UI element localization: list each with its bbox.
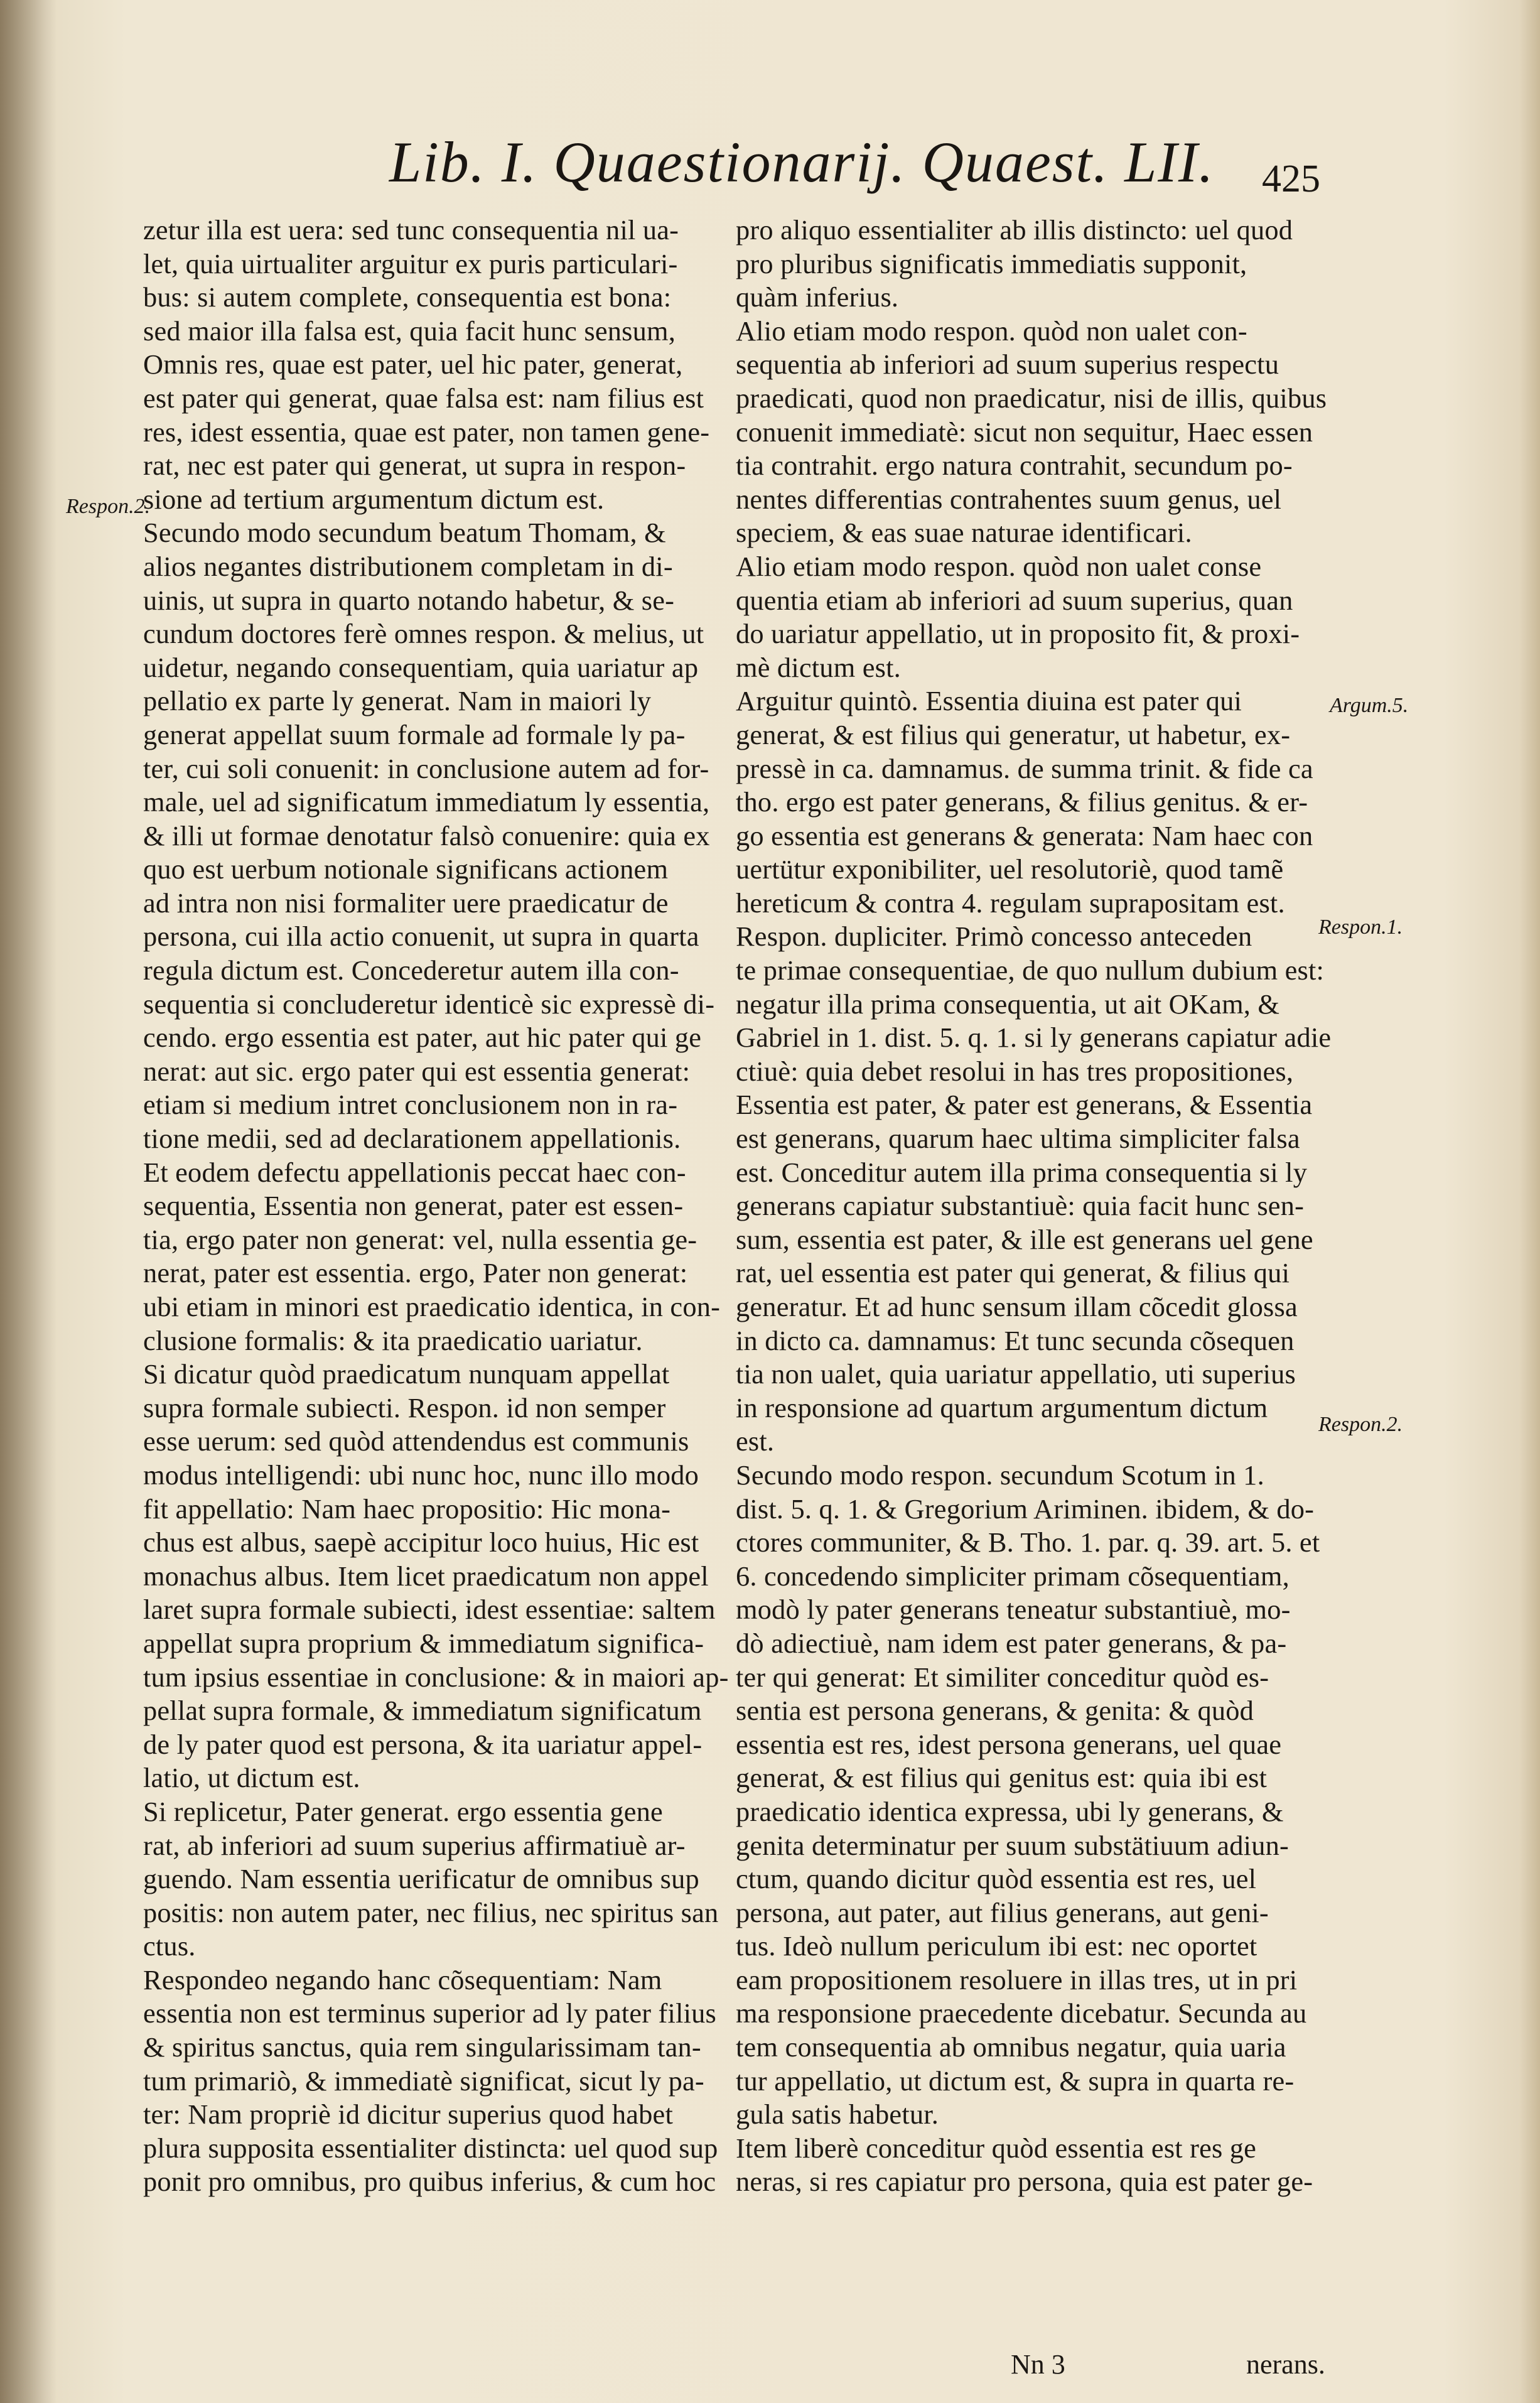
text-line: est pater qui generat, quae falsa est: nam filius est [143,382,704,414]
text-line: speciem, & eas suae naturae identificari. [736,517,1192,549]
text-line: tia contrahit. ergo natura contrahit, secundum po- [736,450,1293,482]
text-line: persona, aut pater, aut filius generans, aut geni- [736,1896,1269,1928]
text-line: tione medii, sed ad declarationem appellationis. [143,1123,681,1155]
text-line: essentia non est terminus superior ad ly pater filius [143,1997,716,2029]
text-line: Gabriel in 1. dist. 5. q. 1. si ly generans capiatur adie [736,1022,1332,1054]
text-line: fit appellatio: Nam haec propositio: Hic mona- [143,1493,671,1525]
text-line: uinis, ut supra in quarto notando habetur, & se- [143,584,675,616]
right-text-column [736,213,1332,2199]
text-line: tem consequentia ab omnibus negatur, quia uaria [736,2031,1286,2063]
text-line: & illi ut formae denotatur falsò conuenire: quia ex [143,819,710,851]
text-line: nerat, pater est essentia. ergo, Pater non generat: [143,1257,688,1289]
text-line: est generans, quarum haec ultima simpliciter falsa [736,1123,1300,1155]
text-line: praedicatio identica expressa, ubi ly generans, & [736,1795,1284,1827]
text-line: uidetur, negando consequentiam, quia uariatur ap [143,651,699,683]
text-line: eam propositionem resoluere in illas tres, ut in pri [736,1963,1298,1995]
text-line: pressè in ca. damnamus. de summa trinit. & fide ca [736,752,1313,784]
text-line: ctus. [143,1930,196,1962]
text-line: chus est albus, saepè accipitur loco huius, Hic est [143,1526,699,1558]
text-line: mè dictum est. [736,651,901,683]
page-number: 425 [1262,158,1320,200]
text-line: neras, si res capiatur pro persona, quia est pater ge- [736,2166,1313,2198]
text-line: de ly pater quod est persona, & ita uariatur appel- [143,1728,703,1760]
text-line: genita determinatur per suum substätiuum adiun- [736,1829,1289,1861]
text-line: positis: non autem pater, nec filius, nec spiritus san [143,1896,719,1928]
text-line: do uariatur appellatio, ut in proposito fit, & proxi- [736,618,1300,650]
text-line: latio, ut dictum est. [143,1762,360,1794]
text-line: Secundo modo secundum beatum Thomam, & [143,517,666,549]
text-line: est. Conceditur autem illa prima consequentia si ly [736,1156,1308,1188]
text-line: bus: si autem complete, consequentia est bona: [143,281,672,313]
text-line: dò adiectiuè, nam idem est pater generans, & pa- [736,1627,1287,1659]
text-line: rat, nec est pater qui generat, ut supra in respon- [143,450,686,482]
margin-note-respon-2-right: Respon.2. [1318,1413,1403,1436]
text-line: Si dicatur quòd praedicatum nunquam appellat [143,1358,670,1390]
margin-note-respon-1-right: Respon.1. [1318,915,1403,939]
text-line: Respondeo negando hanc cõsequentiam: Nam [143,1963,662,1995]
text-line: tho. ergo est pater generans, & filius genitus. & er- [736,786,1308,818]
text-line: in responsione ad quartum argumentum dictum [736,1391,1268,1423]
text-line: ctiuè: quia debet resolui in has tres propositiones, [736,1055,1294,1087]
text-line: est. [736,1425,775,1457]
text-line: ubi etiam in minori est praedicatio identica, in con- [143,1291,721,1322]
text-line: pro pluribus significatis immediatis supponit, [736,247,1247,279]
text-line: tus. Ideò nullum periculum ibi est: nec oportet [736,1930,1257,1962]
text-line: nerat: aut sic. ergo pater qui est essentia generat: [143,1055,691,1087]
text-line: rat, ab inferiori ad suum superius affirmatiuè ar- [143,1829,686,1861]
text-line: Alio etiam modo respon. quòd non ualet conse [736,550,1262,582]
text-line: quo est uerbum notionale significans actionem [143,853,669,885]
text-line: Et eodem defectu appellationis peccat haec con- [143,1156,686,1188]
catchword: nerans. [1246,2349,1325,2380]
text-line: 6. concedendo simpliciter primam cõsequentiam, [736,1560,1290,1592]
text-line: te primae consequentiae, de quo nullum dubium est: [736,954,1325,986]
text-line: negatur illa prima consequentia, ut ait OKam, & [736,988,1280,1020]
text-line: guendo. Nam essentia uerificatur de omnibus sup [143,1863,699,1895]
text-line: res, idest essentia, quae est pater, non tamen gene- [143,416,710,448]
text-line: pellatio ex parte ly generat. Nam in maiori ly [143,685,652,717]
text-line: nentes differentias contrahentes suum genus, uel [736,483,1282,515]
text-line: dist. 5. q. 1. & Gregorium Ariminen. ibidem, & do- [736,1493,1315,1525]
text-line: Item liberè conceditur quòd essentia est res ge [736,2132,1257,2164]
text-line: monachus albus. Item licet praedicatum non appel [143,1560,709,1592]
text-line: quentia etiam ab inferiori ad suum superius, quan [736,584,1293,616]
text-line: cendo. ergo essentia est pater, aut hic pater qui ge [143,1022,702,1054]
text-line: clusione formalis: & ita praedicatio uariatur. [143,1324,643,1356]
text-line: sequentia ab inferiori ad suum superius respectu [736,348,1279,381]
text-line: generat, & est filius qui generatur, ut habetur, ex- [736,718,1291,750]
text-line: & spiritus sanctus, quia rem singularissimam tan- [143,2031,701,2063]
text-line: sum, essentia est pater, & ille est generans uel gene [736,1223,1313,1255]
text-line: ter qui generat: Et similiter conceditur quòd es- [736,1661,1269,1693]
text-line: generat appellat suum formale ad formale ly pa- [143,718,686,750]
text-line: laret supra formale subiecti, idest essentiae: saltem [143,1594,716,1626]
text-line: quàm inferius. [736,281,899,313]
text-line: pellat supra formale, & immediatum significatum [143,1695,702,1727]
text-line: etiam si medium intret conclusionem non in ra- [143,1089,678,1121]
text-line: essentia est res, idest persona generans, uel quae [736,1728,1282,1760]
text-line: ma responsione praecedente dicebatur. Secunda au [736,1997,1307,2029]
running-header: Lib. I. Quaestionarij. Quaest. LII. [389,130,1215,194]
text-line: ctum, quando dicitur quòd essentia est res, uel [736,1863,1257,1895]
text-line: modò ly pater generans teneatur substantiuè, mo- [736,1594,1291,1626]
text-line: pro aliquo essentialiter ab illis distincto: uel quod [736,214,1293,246]
text-line: generat, & est filius qui genitus est: quia ibi est [736,1762,1268,1794]
text-line: let, quia uirtualiter arguitur ex puris particulari- [143,247,678,279]
text-line: modus intelligendi: ubi nunc hoc, nunc illo modo [143,1459,699,1491]
text-line: in dicto ca. damnamus: Et tunc secunda cõsequen [736,1324,1295,1356]
text-line: ter: Nam propriè id dicitur superius quod habet [143,2098,673,2130]
text-line: Essentia est pater, & pater est generans, & Essentia [736,1089,1313,1121]
text-line: ponit pro omnibus, pro quibus inferius, & cum hoc [143,2166,716,2198]
text-line: sequentia si concluderetur identicè sic expressè di- [143,988,715,1020]
text-line: appellat supra proprium & immediatum significa- [143,1627,704,1659]
text-line: tum primariò, & immediatè significat, sicut ly pa- [143,2065,704,2097]
text-line: hereticum & contra 4. regulam suprapositam est. [736,887,1285,919]
text-line: gula satis habetur. [736,2098,939,2130]
gutter-shadow [0,0,57,2403]
text-line: ctores communiter, & B. Tho. 1. par. q. 39. art. 5. et [736,1526,1320,1558]
text-line: Secundo modo respon. secundum Scotum in 1. [736,1459,1264,1491]
text-line: Respon. dupliciter. Primò concesso anteceden [736,921,1252,953]
text-line: tia, ergo pater non generat: vel, nulla essentia ge- [143,1223,697,1255]
text-line: cundum doctores ferè omnes respon. & melius, ut [143,618,704,650]
text-line: supra formale subiecti. Respon. id non semper [143,1391,666,1423]
text-line: sentia est persona generans, & genita: & quòd [736,1695,1254,1727]
text-line: zetur illa est uera: sed tunc consequentia nil ua- [143,214,679,246]
text-line: rat, uel essentia est pater qui generat, & filius qui [736,1257,1290,1289]
text-line: conuenit immediatè: sicut non sequitur, Haec essen [736,416,1313,448]
text-line: alios negantes distributionem completam in di- [143,550,673,582]
text-line: regula dictum est. Concederetur autem illa con- [143,954,679,986]
text-line: tur appellatio, ut dictum est, & supra in quarta re- [736,2065,1295,2097]
text-line: uertütur exponibiliter, uel resolutoriè, quod tamẽ [736,853,1284,885]
text-line: persona, cui illa actio conuenit, ut supra in quarta [143,921,699,953]
text-line: tum ipsius essentiae in conclusione: & in maiori ap- [143,1661,729,1693]
text-line: Omnis res, quae est pater, uel hic pater, generat, [143,348,683,381]
text-line: praedicati, quod non praedicatur, nisi de illis, quibus [736,382,1327,414]
left-text-column [143,213,729,2199]
margin-note-respon-2-left: Respon.2. [66,495,151,518]
text-line: male, uel ad significatum immediatum ly essentia, [143,786,710,818]
margin-note-argum-5: Argum.5. [1330,694,1409,717]
text-line: ter, cui soli conuenit: in conclusione autem ad for- [143,752,709,784]
text-line: sed maior illa falsa est, quia facit hunc sensum, [143,315,676,347]
text-line: esse uerum: sed quòd attendendus est communis [143,1425,689,1457]
signature-mark: Nn 3 [1011,2349,1065,2380]
text-line: Arguitur quintò. Essentia diuina est pater qui [736,685,1242,717]
text-line: Si replicetur, Pater generat. ergo essentia gene [143,1795,663,1827]
text-line: generatur. Et ad hunc sensum illam cõcedit glossa [736,1291,1298,1322]
text-line: sequentia, Essentia non generat, pater est essen- [143,1190,684,1222]
text-line: plura supposita essentialiter distincta: uel quod sup [143,2132,718,2164]
text-line: Alio etiam modo respon. quòd non ualet con- [736,315,1247,347]
text-line: sione ad tertium argumentum dictum est. [143,483,605,515]
text-line: go essentia est generans & generata: Nam haec con [736,819,1313,851]
text-line: ad intra non nisi formaliter uere praedicatur de [143,887,669,919]
text-line: tia non ualet, quia uariatur appellatio, uti superius [736,1358,1296,1390]
text-line: generans capiatur substantiuè: quia facit hunc sen- [736,1190,1305,1222]
